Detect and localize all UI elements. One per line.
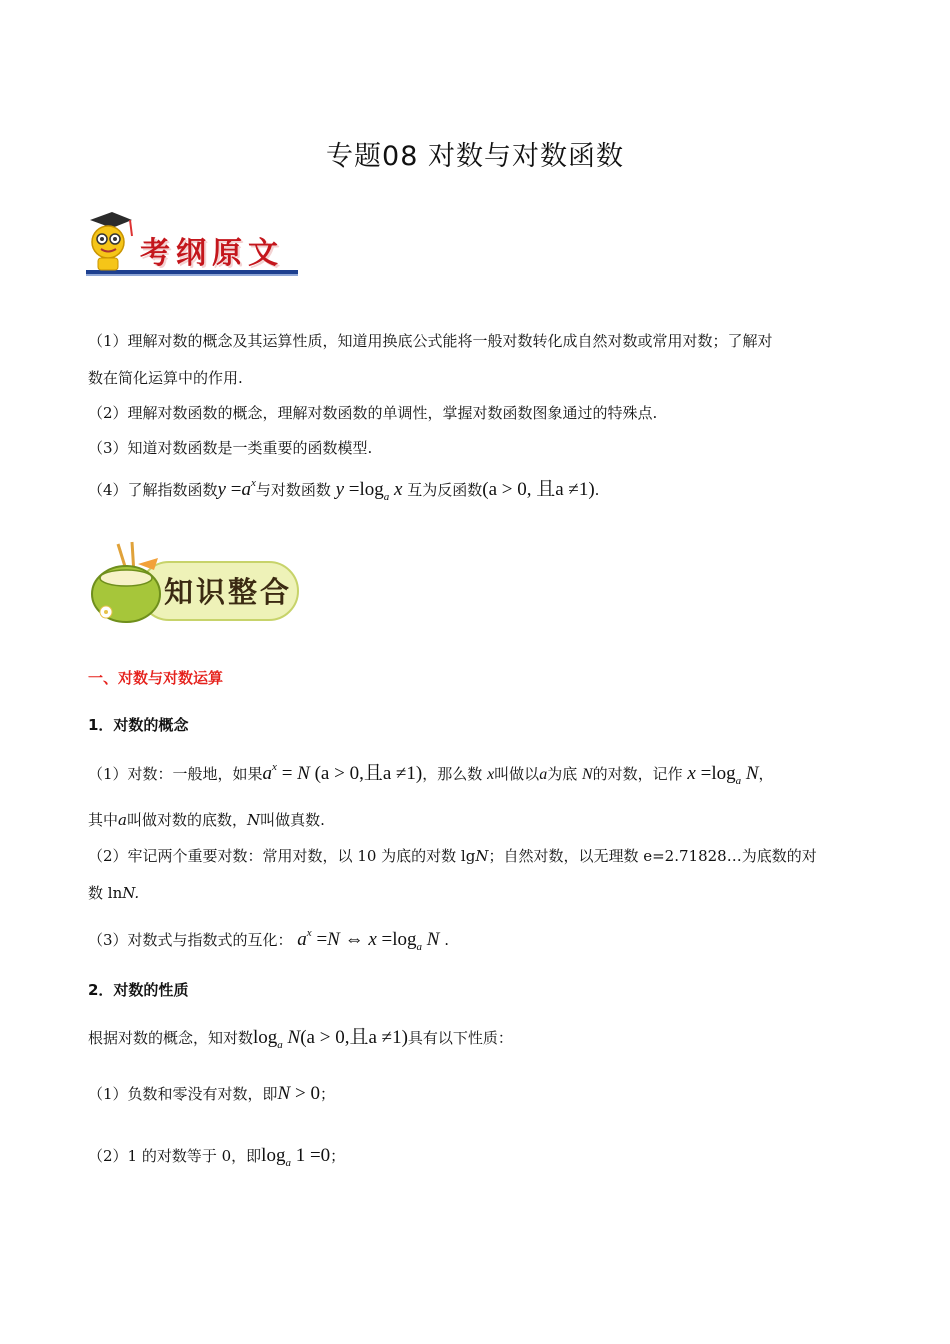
banner-zhishi-text: 知识整合	[164, 575, 293, 609]
formula-log-function: $y =\log_a$ x	[335, 479, 403, 503]
formula-log-condition: $\log_a N(a > 0$,且a ≠1)	[253, 1027, 408, 1051]
definition-line-2: 其中a叫做对数的底数，N叫做真数.	[88, 811, 325, 829]
banner-kaogang-text: 考纲原文	[140, 236, 284, 271]
formula-n-positive: N > 0	[277, 1083, 320, 1104]
syllabus-item-4-text-c: 互为反函数	[407, 481, 483, 499]
property-1: （1）负数和零没有对数，即N > 0；	[88, 1083, 335, 1104]
syllabus-item-3: （3）知道对数函数是一类重要的函数模型.	[88, 439, 373, 457]
property-2: （2）1 的对数等于 0，即$\log_a 1 =0$；	[88, 1145, 346, 1169]
syllabus-item-1-line2: 数在简化运算中的作用.	[88, 369, 243, 387]
banner-kaogang	[86, 206, 300, 278]
syllabus-item-4	[88, 477, 600, 503]
important-logs-line-1: （2）牢记两个重要对数：常用对数，以 10 为底的对数 lgN；自然对数，以无理数 e=2.71828…为底数的对	[88, 847, 817, 865]
syllabus-item-4-text-b: 与对数函数	[255, 481, 331, 499]
formula-log-one: $\log_a 1 =0$	[261, 1145, 331, 1169]
syllabus-item-2: （2）理解对数函数的概念，理解对数函数的单调性，掌握对数函数图象通过的特殊点.	[88, 404, 658, 422]
syllabus-item-4-text-a: （4）了解指数函数	[88, 481, 218, 499]
section-heading-1: 一、对数与对数运算	[88, 669, 224, 687]
page-title: 专题08 对数与对数函数	[326, 141, 624, 172]
formula-def-log: $x =\log_a$ N	[687, 763, 759, 787]
formula-condition: (a > 0, 且a ≠1)	[482, 479, 595, 500]
properties-intro: 根据对数的概念，知对数$\log_a N(a > 0$,且a ≠1)具有以下性质：	[88, 1027, 513, 1051]
syllabus-item-4-end: .	[594, 481, 600, 499]
banner-zhishi	[88, 540, 304, 626]
formula-conversion: $a^x =N$ ⇔ $x =\log_a$ N	[297, 927, 440, 953]
conversion-line: （3）对数式与指数式的互化： $a^x =N$ ⇔ $x =\log_a$ N .	[88, 927, 450, 953]
formula-exp-function: $y =a^x$	[217, 477, 256, 500]
subsection-heading-2: 2．对数的性质	[88, 981, 189, 999]
formula-def-exp: $a^x = N$ (a > 0,且a ≠1)	[262, 761, 423, 784]
syllabus-item-1-line1: （1）理解对数的概念及其运算性质，知道用换底公式能将一般对数转化成自然对数或常用对数；了解对	[88, 332, 773, 350]
important-logs-line-2: 数 lnN.	[88, 884, 140, 902]
subsection-heading-1: 1．对数的概念	[88, 716, 189, 734]
definition-line-1: （1）对数：一般地，如果$a^x = N$ (a > 0,且a ≠1)，那么数 x叫做以a为底 N的对数，记作 $x =\log_a$ N，	[88, 761, 774, 787]
